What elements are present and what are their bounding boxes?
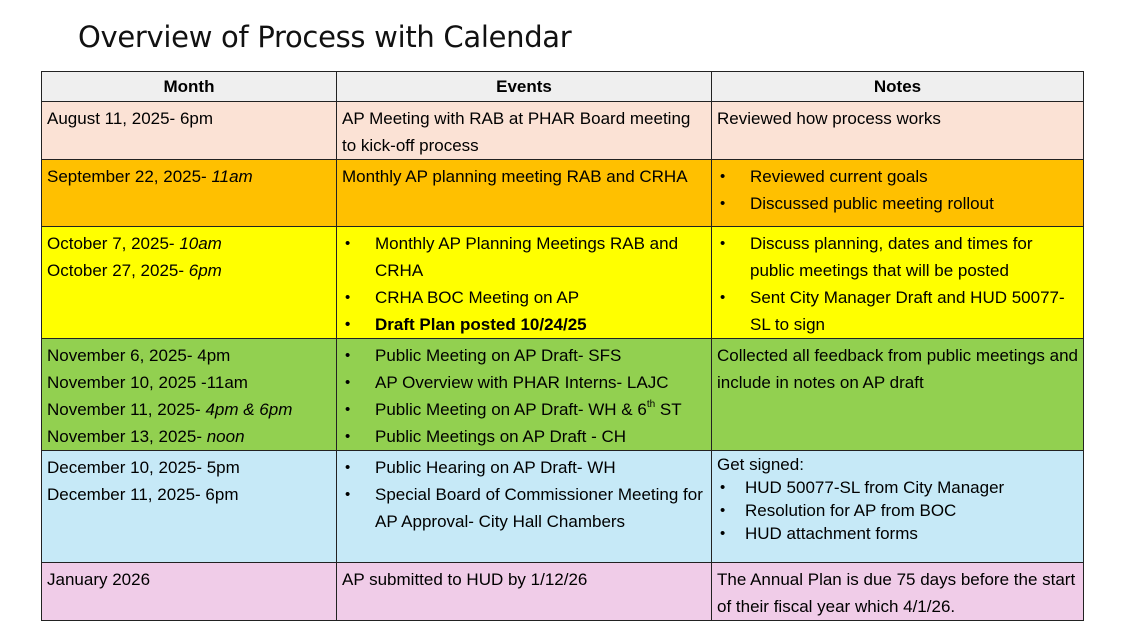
notes-list [717, 230, 1078, 338]
note-text: Reviewed how process works [717, 109, 941, 128]
month-date: November 6, 2025- 4pm [47, 346, 231, 365]
table-row [42, 563, 1084, 621]
events-cell [337, 339, 712, 451]
table-row [42, 451, 1084, 563]
event-item: • Public Meeting on AP Draft- SFS [342, 342, 706, 369]
event-item: • AP Overview with PHAR Interns- LAJC [342, 369, 706, 396]
events-column-header: Events [337, 72, 712, 102]
notes-cell [712, 451, 1084, 563]
table-row [42, 102, 1084, 160]
month-cell [42, 227, 337, 339]
note-text: The Annual Plan is due 75 days before the start of their fiscal year which 4/1/26. [717, 570, 1076, 616]
month-date: November 11, 2025- 4pm & 6pm [47, 400, 293, 419]
notes-cell [712, 102, 1084, 160]
events-cell [337, 102, 712, 160]
note-text: Collected all feedback from public meetings and include in notes on AP draft [717, 346, 1078, 392]
month-date: November 10, 2025 -11am [47, 373, 248, 392]
events-list [342, 230, 706, 338]
event-item: • CRHA BOC Meeting on AP [342, 284, 706, 311]
month-cell [42, 339, 337, 451]
note-item: • Resolution for AP from BOC [717, 499, 1078, 522]
event-item: • Special Board of Commissioner Meeting for AP Approval- City Hall Chambers [342, 481, 706, 535]
note-item: • HUD 50077-SL from City Manager [717, 476, 1078, 499]
notes-list [717, 163, 1078, 217]
events-cell [337, 451, 712, 563]
notes-cell [712, 227, 1084, 339]
notes-cell [712, 563, 1084, 621]
note-item: • Discussed public meeting rollout [717, 190, 1078, 217]
month-cell [42, 102, 337, 160]
month-date: November 13, 2025- noon [47, 427, 245, 446]
note-item: • Discuss planning, dates and times for public meetings that will be posted [717, 230, 1078, 284]
events-list [342, 454, 706, 535]
process-calendar-table [41, 71, 1084, 621]
events-cell [337, 160, 712, 227]
event-text: AP submitted to HUD by 1/12/26 [342, 570, 588, 589]
note-item: • HUD attachment forms [717, 522, 1078, 545]
table-row [42, 160, 1084, 227]
month-cell [42, 563, 337, 621]
table-header-row [42, 72, 1084, 102]
note-item: • Reviewed current goals [717, 163, 1078, 190]
table-row [42, 227, 1084, 339]
month-date: December 10, 2025- 5pm [47, 458, 240, 477]
event-item: • Draft Plan posted 10/24/25 [342, 311, 706, 338]
notes-cell [712, 160, 1084, 227]
month-date: January 2026 [47, 570, 151, 589]
event-text: AP Meeting with RAB at PHAR Board meeting to kick-off process [342, 109, 691, 155]
month-date: December 11, 2025- 6pm [47, 485, 239, 504]
event-item: • Public Meeting on AP Draft- WH & 6th ST [342, 396, 706, 423]
events-list [342, 342, 706, 450]
note-item: • Sent City Manager Draft and HUD 50077-SL to sign [717, 284, 1078, 338]
notes-column-header: Notes [712, 72, 1084, 102]
month-cell [42, 160, 337, 227]
page-title: Overview of Process with Calendar [78, 20, 572, 54]
month-date: October 7, 2025- 10am [47, 234, 222, 253]
month-date: September 22, 2025- 11am [47, 167, 253, 186]
event-item: • Public Meetings on AP Draft - CH [342, 423, 706, 450]
month-column-header: Month [42, 72, 337, 102]
month-cell [42, 451, 337, 563]
month-date: August 11, 2025- 6pm [47, 109, 214, 128]
event-item: • Monthly AP Planning Meetings RAB and CRHA [342, 230, 706, 284]
notes-cell [712, 339, 1084, 451]
notes-heading: Get signed: [717, 455, 804, 474]
notes-list [717, 476, 1078, 545]
month-date: October 27, 2025- 6pm [47, 261, 222, 280]
events-cell [337, 563, 712, 621]
table-row [42, 339, 1084, 451]
event-item: • Public Hearing on AP Draft- WH [342, 454, 706, 481]
events-cell [337, 227, 712, 339]
event-text: Monthly AP planning meeting RAB and CRHA [342, 167, 688, 186]
